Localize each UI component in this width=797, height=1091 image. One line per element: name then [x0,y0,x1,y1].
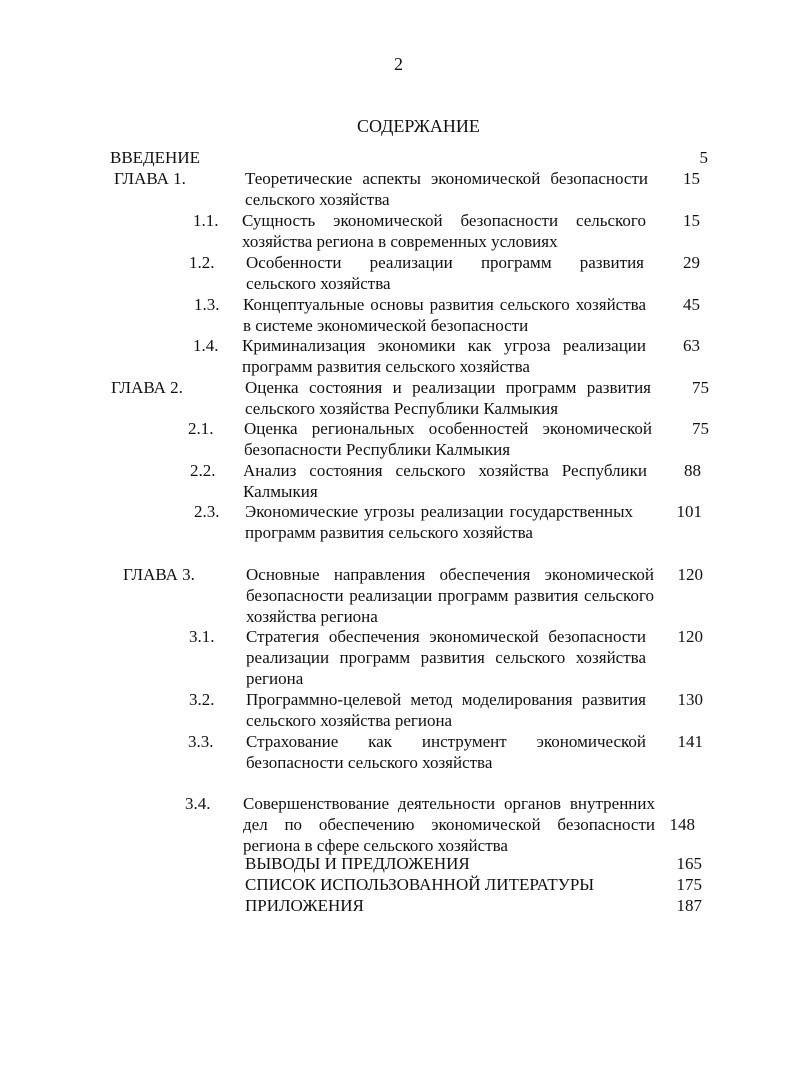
toc-title: Теоретические аспекты экономической безопасности сельского хозяйства [245,169,648,209]
toc-title: Совершенствование деятельности органов внутренних дел по обеспечению экономической безопасности региона в сфере сельского хозяйства [243,794,655,855]
toc-label: ГЛАВА 1. [114,169,186,188]
toc-title: Оценка региональных особенностей экономической безопасности Республики Калмыкия [244,419,652,459]
toc-label: 3.2. [189,690,215,709]
toc-page: 63 [683,336,700,355]
toc-label: 1.2. [189,253,215,272]
toc-label: ГЛАВА 3. [123,565,195,584]
toc-heading: СОДЕРЖАНИЕ [357,116,480,136]
page-number: 2 [394,54,403,74]
toc-title: Анализ состояния сельского хозяйства Республики Калмыкия [243,461,647,501]
toc-title: Программно-целевой метод моделирования развития сельского хозяйства региона [246,690,646,730]
toc-title: Основные направления обеспечения экономической безопасности реализации программ развития сельского хозяйства региона [246,565,654,626]
toc-label: 1.4. [193,336,219,355]
toc-title: Страхование как инструмент экономической безопасности сельского хозяйства [246,732,646,772]
toc-page: 187 [676,896,702,915]
toc-page: 120 [677,565,703,584]
toc-label: ВВЕДЕНИЕ [110,148,200,167]
toc-title: Оценка состояния и реализации программ развития сельского хозяйства Республики Калмыкия [245,378,651,418]
toc-label: ГЛАВА 2. [111,378,183,397]
toc-label: 1.1. [193,211,219,230]
toc-title: ПРИЛОЖЕНИЯ [245,896,364,915]
toc-label: 3.3. [188,732,214,751]
toc-label: 3.1. [189,627,215,646]
toc-label: 3.4. [185,794,211,813]
toc-page: 101 [676,502,702,521]
toc-page: 130 [677,690,703,709]
toc-page: 148 [669,815,695,834]
toc-page: 29 [683,253,700,272]
toc-label: 1.3. [194,295,220,314]
toc-title: Экономические угрозы реализации государственных программ развития сельского хозяйства [245,502,633,542]
toc-page: 5 [699,148,708,167]
toc-page: 120 [677,627,703,646]
toc-page: 75 [692,419,709,438]
toc-title: ВЫВОДЫ И ПРЕДЛОЖЕНИЯ [245,854,470,873]
toc-title: Сущность экономической безопасности сельского хозяйства региона в современных условиях [242,211,646,251]
toc-label: 2.2. [190,461,216,480]
toc-title: Особенности реализации программ развития сельского хозяйства [246,253,644,293]
toc-page: 75 [692,378,709,397]
toc-page: 165 [676,854,702,873]
toc-page: 15 [683,169,700,188]
toc-label: 2.1. [188,419,214,438]
toc-page: 175 [676,875,702,894]
toc-page: 45 [683,295,700,314]
toc-page: 141 [677,732,703,751]
toc-page: 88 [684,461,701,480]
toc-label: 2.3. [194,502,220,521]
toc-title: Криминализация экономики как угроза реализации программ развития сельского хозяйства [242,336,646,376]
toc-title: Стратегия обеспечения экономической безопасности реализации программ развития сельского хозяйства региона [246,627,646,688]
toc-title: СПИСОК ИСПОЛЬЗОВАННОЙ ЛИТЕРАТУРЫ [245,875,595,894]
toc-title: Концептуальные основы развития сельского хозяйства в системе экономической безопасности [243,295,646,335]
toc-page: 15 [683,211,700,230]
